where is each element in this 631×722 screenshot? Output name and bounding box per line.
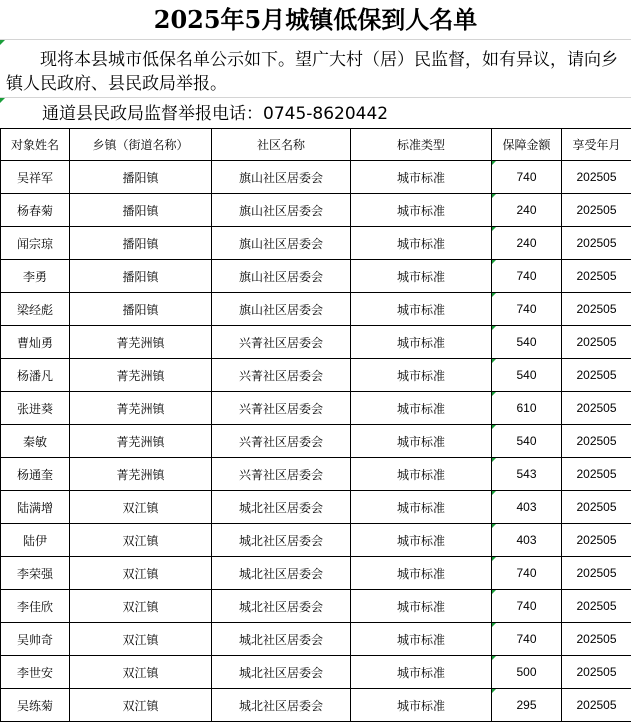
cell-name-text: 陆满增 <box>16 500 53 515</box>
table-row <box>1 161 631 194</box>
cell-name[interactable] <box>1 260 70 293</box>
cell-community[interactable] <box>212 590 351 623</box>
cell-standard-text: 城市标准 <box>396 170 445 185</box>
cell-town[interactable] <box>70 491 212 524</box>
cell-community[interactable] <box>212 194 351 227</box>
cell-town-text: 双江镇 <box>122 665 159 680</box>
cell-community[interactable] <box>212 227 351 260</box>
cell-name-text: 吴祥军 <box>16 170 53 185</box>
cell-standard[interactable] <box>351 161 492 194</box>
cell-standard[interactable] <box>351 227 492 260</box>
cell-month-text: 202505 <box>576 500 617 514</box>
cell-month[interactable] <box>562 392 631 425</box>
cell-comment-marker-icon <box>0 40 5 45</box>
cell-town[interactable] <box>70 326 212 359</box>
cell-town[interactable] <box>70 227 212 260</box>
cell-standard-text: 城市标准 <box>396 269 445 284</box>
column-header-amount: 保障金额 <box>492 129 562 161</box>
cell-number-as-text-marker-icon <box>492 425 496 429</box>
cell-town-text: 菁芜洲镇 <box>116 335 165 350</box>
cell-comment-marker-icon <box>0 98 5 103</box>
table-row <box>1 227 631 260</box>
cell-town[interactable] <box>70 689 212 722</box>
cell-month[interactable] <box>562 227 631 260</box>
cell-name[interactable] <box>1 161 70 194</box>
cell-month[interactable] <box>562 524 631 557</box>
table-row <box>1 590 631 623</box>
cell-town-text: 双江镇 <box>122 698 159 713</box>
cell-name-text: 李勇 <box>22 269 47 284</box>
cell-amount[interactable] <box>492 392 562 425</box>
cell-name[interactable] <box>1 491 70 524</box>
cell-month-text: 202505 <box>576 698 617 712</box>
cell-amount[interactable] <box>492 194 562 227</box>
cell-community[interactable] <box>212 656 351 689</box>
cell-month[interactable] <box>562 623 631 656</box>
cell-standard-text: 城市标准 <box>396 203 445 218</box>
cell-community[interactable] <box>212 689 351 722</box>
cell-town-text: 播阳镇 <box>122 170 159 185</box>
cell-town-text: 播阳镇 <box>122 203 159 218</box>
cell-month[interactable] <box>562 161 631 194</box>
cell-town-text: 播阳镇 <box>122 269 159 284</box>
cell-town[interactable] <box>70 623 212 656</box>
cell-month[interactable] <box>562 656 631 689</box>
cell-standard-text: 城市标准 <box>396 434 445 449</box>
cell-community-text: 城北社区居委会 <box>238 533 323 548</box>
cell-amount-text: 740 <box>516 632 537 646</box>
roster-table <box>0 128 631 722</box>
cell-community-text: 城北社区居委会 <box>238 698 323 713</box>
cell-name[interactable] <box>1 557 70 590</box>
cell-town[interactable] <box>70 392 212 425</box>
cell-town-text: 菁芜洲镇 <box>116 467 165 482</box>
cell-number-as-text-marker-icon <box>492 557 496 561</box>
cell-month-text: 202505 <box>576 632 617 646</box>
cell-community[interactable] <box>212 557 351 590</box>
cell-amount-text: 540 <box>516 434 537 448</box>
cell-standard[interactable] <box>351 623 492 656</box>
cell-standard-text: 城市标准 <box>396 632 445 647</box>
cell-standard-text: 城市标准 <box>396 500 445 515</box>
cell-community-text: 旗山社区居委会 <box>238 170 323 185</box>
cell-number-as-text-marker-icon <box>492 458 496 462</box>
cell-name-text: 秦敏 <box>22 434 47 449</box>
cell-amount-text: 295 <box>516 698 537 712</box>
cell-amount[interactable] <box>492 227 562 260</box>
cell-amount-text: 403 <box>516 533 537 547</box>
title-row <box>0 0 631 40</box>
cell-community[interactable] <box>212 161 351 194</box>
cell-number-as-text-marker-icon <box>492 359 496 363</box>
cell-amount[interactable] <box>492 260 562 293</box>
cell-community[interactable] <box>212 293 351 326</box>
cell-number-as-text-marker-icon <box>492 656 496 660</box>
cell-standard-text: 城市标准 <box>396 566 445 581</box>
cell-town-text: 双江镇 <box>122 632 159 647</box>
cell-number-as-text-marker-icon <box>492 326 496 330</box>
cell-number-as-text-marker-icon <box>492 590 496 594</box>
notice-row <box>0 40 631 98</box>
cell-amount-text: 403 <box>516 500 537 514</box>
cell-amount[interactable] <box>492 425 562 458</box>
column-header-month: 享受年月 <box>562 129 631 161</box>
cell-month[interactable] <box>562 194 631 227</box>
column-header-community: 社区名称 <box>212 129 351 161</box>
cell-number-as-text-marker-icon <box>492 623 496 627</box>
table-row <box>1 656 631 689</box>
cell-name[interactable] <box>1 227 70 260</box>
cell-community[interactable] <box>212 392 351 425</box>
cell-amount[interactable] <box>492 623 562 656</box>
cell-town-text: 双江镇 <box>122 500 159 515</box>
cell-month[interactable] <box>562 458 631 491</box>
cell-town[interactable] <box>70 194 212 227</box>
cell-name[interactable] <box>1 194 70 227</box>
cell-amount-text: 740 <box>516 599 537 613</box>
cell-number-as-text-marker-icon <box>492 491 496 495</box>
cell-month-text: 202505 <box>576 170 617 184</box>
cell-standard[interactable] <box>351 425 492 458</box>
cell-amount[interactable] <box>492 458 562 491</box>
cell-month-text: 202505 <box>576 335 617 349</box>
cell-town[interactable] <box>70 260 212 293</box>
cell-month[interactable] <box>562 359 631 392</box>
cell-month-text: 202505 <box>576 566 617 580</box>
cell-name-text: 张进葵 <box>16 401 53 416</box>
cell-community[interactable] <box>212 458 351 491</box>
cell-standard-text: 城市标准 <box>396 467 445 482</box>
cell-amount[interactable] <box>492 590 562 623</box>
cell-month[interactable] <box>562 293 631 326</box>
cell-standard-text: 城市标准 <box>396 302 445 317</box>
table-row <box>1 359 631 392</box>
cell-month-text: 202505 <box>576 665 617 679</box>
cell-community-text: 城北社区居委会 <box>238 599 323 614</box>
cell-standard[interactable] <box>351 359 492 392</box>
cell-standard[interactable] <box>351 194 492 227</box>
cell-amount[interactable] <box>492 293 562 326</box>
cell-month-text: 202505 <box>576 203 617 217</box>
table-header-row <box>1 129 631 161</box>
cell-amount-text: 740 <box>516 170 537 184</box>
cell-amount-text: 740 <box>516 566 537 580</box>
cell-community-text: 旗山社区居委会 <box>238 269 323 284</box>
cell-standard[interactable] <box>351 491 492 524</box>
table-row <box>1 326 631 359</box>
cell-standard-text: 城市标准 <box>396 368 445 383</box>
cell-standard[interactable] <box>351 557 492 590</box>
column-header-standard: 标准类型 <box>351 129 492 161</box>
cell-standard-text: 城市标准 <box>396 401 445 416</box>
cell-month-text: 202505 <box>576 368 617 382</box>
cell-community-text: 城北社区居委会 <box>238 500 323 515</box>
cell-name-text: 杨通奎 <box>16 467 53 482</box>
table-row <box>1 392 631 425</box>
cell-number-as-text-marker-icon <box>492 161 496 165</box>
cell-community-text: 兴菁社区居委会 <box>238 434 323 449</box>
cell-amount-text: 540 <box>516 368 537 382</box>
cell-community[interactable] <box>212 524 351 557</box>
cell-town-text: 菁芜洲镇 <box>116 434 165 449</box>
table-row <box>1 524 631 557</box>
cell-town[interactable] <box>70 458 212 491</box>
cell-community-text: 兴菁社区居委会 <box>238 368 323 383</box>
cell-amount-text: 540 <box>516 335 537 349</box>
cell-community-text: 兴菁社区居委会 <box>238 467 323 482</box>
cell-amount[interactable] <box>492 359 562 392</box>
cell-amount-text: 500 <box>516 665 537 679</box>
cell-community-text: 兴菁社区居委会 <box>238 335 323 350</box>
cell-month-text: 202505 <box>576 236 617 250</box>
cell-number-as-text-marker-icon <box>492 194 496 198</box>
cell-community-text: 城北社区居委会 <box>238 566 323 581</box>
cell-community-text: 城北社区居委会 <box>238 665 323 680</box>
cell-standard-text: 城市标准 <box>396 335 445 350</box>
column-header-name: 对象姓名 <box>1 129 70 161</box>
cell-name-text: 陆伊 <box>22 533 47 548</box>
cell-name[interactable] <box>1 392 70 425</box>
cell-name[interactable] <box>1 689 70 722</box>
cell-town[interactable] <box>70 656 212 689</box>
cell-month-text: 202505 <box>576 599 617 613</box>
cell-standard-text: 城市标准 <box>396 698 445 713</box>
cell-community-text: 旗山社区居委会 <box>238 236 323 251</box>
cell-name-text: 李荣强 <box>16 566 53 581</box>
cell-month-text: 202505 <box>576 434 617 448</box>
cell-name-text: 李世安 <box>16 665 53 680</box>
cell-amount-text: 240 <box>516 236 537 250</box>
cell-town[interactable] <box>70 293 212 326</box>
cell-standard[interactable] <box>351 590 492 623</box>
cell-standard[interactable] <box>351 392 492 425</box>
cell-name-text: 梁经彪 <box>16 302 53 317</box>
cell-name-text: 李佳欣 <box>16 599 53 614</box>
cell-number-as-text-marker-icon <box>492 689 496 693</box>
cell-standard-text: 城市标准 <box>396 533 445 548</box>
cell-amount-text: 740 <box>516 269 537 283</box>
table-row <box>1 260 631 293</box>
cell-standard-text: 城市标准 <box>396 665 445 680</box>
cell-town-text: 菁芜洲镇 <box>116 368 165 383</box>
cell-month[interactable] <box>562 260 631 293</box>
cell-standard[interactable] <box>351 260 492 293</box>
cell-number-as-text-marker-icon <box>492 293 496 297</box>
cell-town-text: 双江镇 <box>122 599 159 614</box>
cell-town-text: 双江镇 <box>122 566 159 581</box>
cell-month[interactable] <box>562 689 631 722</box>
column-header-town: 乡镇（街道名称） <box>70 129 212 161</box>
cell-name-text: 吴帅奇 <box>16 632 53 647</box>
cell-town-text: 播阳镇 <box>122 302 159 317</box>
public-notice-text: 现将本县城市低保名单公示如下。望广大村（居）民监督，如有异议，请向乡镇人民政府、县民政局举报。 <box>6 50 618 94</box>
cell-town[interactable] <box>70 425 212 458</box>
cell-name[interactable] <box>1 359 70 392</box>
cell-name[interactable] <box>1 590 70 623</box>
hotline-row <box>0 98 631 128</box>
cell-community-text: 城北社区居委会 <box>238 632 323 647</box>
cell-name-text: 曹灿勇 <box>16 335 53 350</box>
table-row <box>1 557 631 590</box>
cell-standard[interactable] <box>351 326 492 359</box>
cell-month-text: 202505 <box>576 401 617 415</box>
cell-amount-text: 240 <box>516 203 537 217</box>
report-hotline-text: 通道县民政局监督举报电话：0745-8620442 <box>42 104 389 124</box>
cell-name[interactable] <box>1 458 70 491</box>
roster-table-body <box>1 161 631 722</box>
table-row <box>1 194 631 227</box>
cell-number-as-text-marker-icon <box>492 227 496 231</box>
cell-amount-text: 610 <box>516 401 537 415</box>
cell-month-text: 202505 <box>576 467 617 481</box>
cell-name[interactable] <box>1 293 70 326</box>
cell-month[interactable] <box>562 491 631 524</box>
cell-month[interactable] <box>562 590 631 623</box>
page-title: 2025年5月城镇低保到人名单 <box>153 5 478 34</box>
cell-community[interactable] <box>212 359 351 392</box>
cell-community[interactable] <box>212 326 351 359</box>
cell-month-text: 202505 <box>576 302 617 316</box>
cell-standard[interactable] <box>351 524 492 557</box>
cell-community-text: 旗山社区居委会 <box>238 302 323 317</box>
cell-number-as-text-marker-icon <box>492 260 496 264</box>
cell-name[interactable] <box>1 656 70 689</box>
cell-name[interactable] <box>1 524 70 557</box>
cell-town[interactable] <box>70 557 212 590</box>
cell-amount[interactable] <box>492 326 562 359</box>
cell-standard[interactable] <box>351 458 492 491</box>
cell-amount-text: 543 <box>516 467 537 481</box>
cell-town[interactable] <box>70 524 212 557</box>
table-row <box>1 623 631 656</box>
cell-standard[interactable] <box>351 293 492 326</box>
table-row <box>1 425 631 458</box>
cell-community[interactable] <box>212 260 351 293</box>
cell-town[interactable] <box>70 590 212 623</box>
cell-town-text: 双江镇 <box>122 533 159 548</box>
cell-town[interactable] <box>70 359 212 392</box>
cell-amount[interactable] <box>492 557 562 590</box>
cell-community[interactable] <box>212 425 351 458</box>
cell-amount[interactable] <box>492 491 562 524</box>
cell-town-text: 菁芜洲镇 <box>116 401 165 416</box>
cell-name-text: 吴练菊 <box>16 698 53 713</box>
cell-name-text: 闻宗琼 <box>16 236 53 251</box>
cell-name[interactable] <box>1 425 70 458</box>
cell-amount[interactable] <box>492 656 562 689</box>
cell-standard-text: 城市标准 <box>396 599 445 614</box>
cell-month[interactable] <box>562 326 631 359</box>
cell-town-text: 播阳镇 <box>122 236 159 251</box>
cell-month-text: 202505 <box>576 533 617 547</box>
cell-amount-text: 740 <box>516 302 537 316</box>
cell-standard[interactable] <box>351 656 492 689</box>
cell-name-text: 杨潘凡 <box>16 368 53 383</box>
table-row <box>1 491 631 524</box>
cell-month-text: 202505 <box>576 269 617 283</box>
cell-amount[interactable] <box>492 689 562 722</box>
cell-number-as-text-marker-icon <box>492 524 496 528</box>
cell-community[interactable] <box>212 623 351 656</box>
table-row <box>1 458 631 491</box>
cell-community[interactable] <box>212 491 351 524</box>
cell-standard[interactable] <box>351 689 492 722</box>
cell-month[interactable] <box>562 557 631 590</box>
cell-number-as-text-marker-icon <box>492 392 496 396</box>
cell-name-text: 杨春菊 <box>16 203 53 218</box>
cell-community-text: 旗山社区居委会 <box>238 203 323 218</box>
cell-name[interactable] <box>1 326 70 359</box>
cell-amount[interactable] <box>492 524 562 557</box>
cell-standard-text: 城市标准 <box>396 236 445 251</box>
cell-community-text: 兴菁社区居委会 <box>238 401 323 416</box>
cell-amount[interactable] <box>492 161 562 194</box>
table-row <box>1 689 631 722</box>
cell-town[interactable] <box>70 161 212 194</box>
cell-month[interactable] <box>562 425 631 458</box>
cell-name[interactable] <box>1 623 70 656</box>
table-row <box>1 293 631 326</box>
